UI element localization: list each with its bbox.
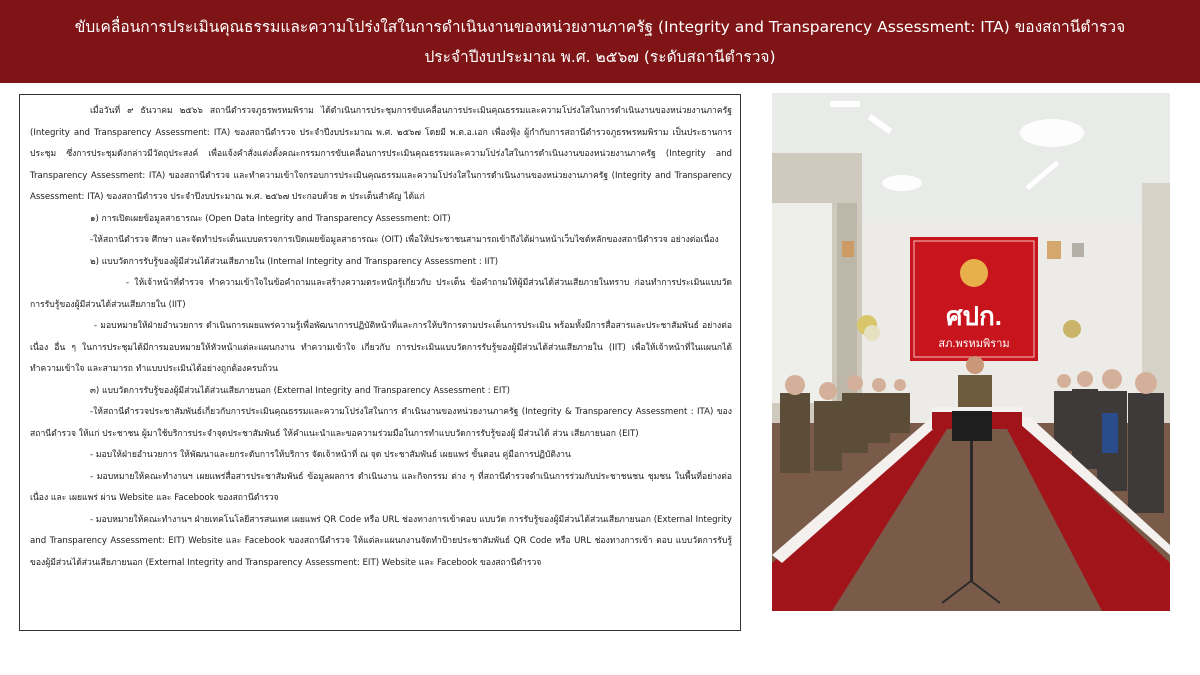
- sign-title: ศปก.: [946, 301, 1002, 331]
- section-1-item: -ให้สถานีตำรวจ ศึกษา และจัดทำประเด็นแบบตรวจการเปิดเผยข้อมูลสาธารณะ (OIT) เพื่อให้ประชาชนสามารถเข้าถึงได้ผ่านหน้าเว็บไซต์หลักของสถานีตำรวจ อย่างต่อเนื่อง: [90, 235, 719, 245]
- title-line-1: ขับเคลื่อนการประเมินคุณธรรมและความโปร่งใสในการดำเนินงานของหน่วยงานภาครัฐ (Integrity and Transparency Assessment: ITA) ของสถานีตำรวจ: [74, 17, 1126, 36]
- section-1-heading: ๑) การเปิดเผยข้อมูลสาธารณะ (Open Data Integrity and Transparency Assessment: OIT): [90, 213, 451, 224]
- section-2-item-1: - ให้เจ้าหน้าที่ตำรวจ ทำความเข้าใจในข้อคำถามและสร้างความตระหนักรู้เกี่ยวกับ ประเด็น ข้อคำถามให้ผู้มีส่วนได้ส่วนเสียภายในทราบ ก่อนทำการประเมินแบบวัดการรับรู้ของผู้มีส่วนได้ส่วนเสียภายใน (IIT): [30, 278, 732, 310]
- intro-paragraph: เมื่อวันที่ ๙ ธันวาคม ๒๕๖๖ สถานีตำรวจภูธรพรหมพิราม ได้ดำเนินการประชุมการขับเคลื่อนการประเมินคุณธรรมและความโปร่งใสในการดำเนินงานของหน่วยงานภาครัฐ (Integrity and Transparency Assessment: ITA) ของสถานีตำรวจ ประจำปีงบประมาณ พ.ศ. ๒๕๖๗ โดยมี พ.ต.อ.เอก เพื่องฟุ้ง ผู้กำกับการสถานีตำรวจภูธรพรหมพิราม เป็นประธานการประชุม ซึ่งการประชุมดังกล่าวมีวัตถุประสงค์ เพื่อแจ้งคำสั่งแต่งตั้งคณะกรรมการขับเคลื่อนการประเมินคุณธรรมและความโปร่งใสในการดำเนินงานของหน่วยงานภาครัฐ (Integrity and Transparency Assessment: ITA) ของสถานีตำรวจ และทำความเข้าใจกรอบการประเมินคุณธรรมและความโปร่งใสในการดำเนินงานของหน่วยงานภาครัฐ (Integrity and Transparency Assessment: ITA) ของสถานีตำรวจ ประจำปีงบประมาณ พ.ศ. ๒๕๖๗ ประกอบด้วย ๓ ประเด็นสำคัญ ได้แก่: [30, 106, 732, 202]
- page-header: [0, 0, 1200, 83]
- section-3-item-4: - มอบหมายให้คณะทำงานฯ ฝ่ายเทคโนโลยีสารสนเทศ เผยแพร่ QR Code หรือ URL ช่องทางการเข้าตอบ แบบวัด การรับรู้ของผู้มีส่วนได้ส่วนเสียภายนอก (External Integrity and Transparency Assessment: EIT) Website และ Facebook ของสถานีตำรวจ ให้แต่ละแผนกงานจัดทำป้ายประชาสัมพันธ์ QR Code หรือ URL ช่องทางการเข้า ตอบ แบบวัดการรับรู้ของผู้มีส่วนได้ส่วนเสียภายนอก (External Integrity and Transparency Assessment: EIT) Website และ Facebook ของสถานีตำรวจ: [30, 514, 732, 568]
- section-2-heading: ๒) แบบวัดการรับรู้ของผู้มีส่วนได้ส่วนเสียภายใน (Internal Integrity and Transparency Assessment : IIT): [90, 256, 499, 267]
- meeting-photo-illustration: [772, 93, 1170, 611]
- title-line-2: ประจำปีงบประมาณ พ.ศ. ๒๕๖๗ (ระดับสถานีตำรวจ): [424, 47, 776, 66]
- section-3-item-3: - มอบหมายให้คณะทำงานฯ เผยแพร่สื่อสารประชาสัมพันธ์ ข้อมูลผลการ ดำเนินงาน และกิจกรรม ต่าง ๆ ที่สถานีตำรวจดำเนินการร่วมกับประชาชนชน ชุมชน ในพื้นที่อย่างต่อเนื่อง และ เผยแพร่ ผ่าน Website และ Facebook ของสถานีตำรวจ: [30, 471, 732, 503]
- section-2-item-2: - มอบหมายให้ฝ่ายอำนวยการ ดำเนินการเผยแพร่ความรู้เพื่อพัฒนาการปฏิบัติหน้าที่และการให้บริการตามประเด็นการประเมิน พร้อมทั้งมีการสื่อสารและประชาสัมพันธ์ อย่างต่อเนื่อง อื่น ๆ ในการประชุมได้มีการมอบหมายให้หัวหน้าแต่ละแผนกงาน ทำความเข้าใจ เกี่ยวกับ การประเมินแบบวัดการรับรู้ของผู้มีส่วนได้ส่วนเสียภายใน (IIT) เพื่อให้เจ้าหน้าที่ในแผนกได้ทำความเข้าใจ และสามารถ ทำแบบประเมินได้อย่างถูกต้องครบถ้วน: [30, 321, 732, 374]
- section-3-item-1: -ให้สถานีตำรวจประชาสัมพันธ์เกี่ยวกับการประเมินคุณธรรมและความโปร่งใสในการ ดำเนินงานของหน่วยงานภาครัฐ (Integrity & Transparency Assessment : ITA) ของสถานีตำรวจ ให้แก่ ประชาชน ผู้มาใช้บริการประจำจุดประชาสัมพันธ์ ให้คำแนะนำและขอความร่วมมือในการทำแบบวัดการรับรู้ของผู้ มีส่วนได้ ส่วน เสียภายนอก (EIT): [30, 407, 732, 439]
- meeting-photo: [772, 93, 1170, 611]
- sign-subtitle: สภ.พรหมพิราม: [938, 338, 1010, 350]
- section-3-item-2: - มอบให้ฝ่ายอำนวยการ ให้พัฒนาและยกระดับการให้บริการ จัดเจ้าหน้าที่ ณ จุด ประชาสัมพันธ์ เผยแพร่ ขั้นตอน คู่มือการปฏิบัติงาน: [90, 450, 571, 460]
- section-3-heading: ๓) แบบวัดการรับรู้ของผู้มีส่วนได้ส่วนเสียภายนอก (External Integrity and Transparency Assessment : EIT): [90, 385, 510, 396]
- article-text-box: [19, 94, 741, 631]
- wall-sign: [910, 237, 1038, 361]
